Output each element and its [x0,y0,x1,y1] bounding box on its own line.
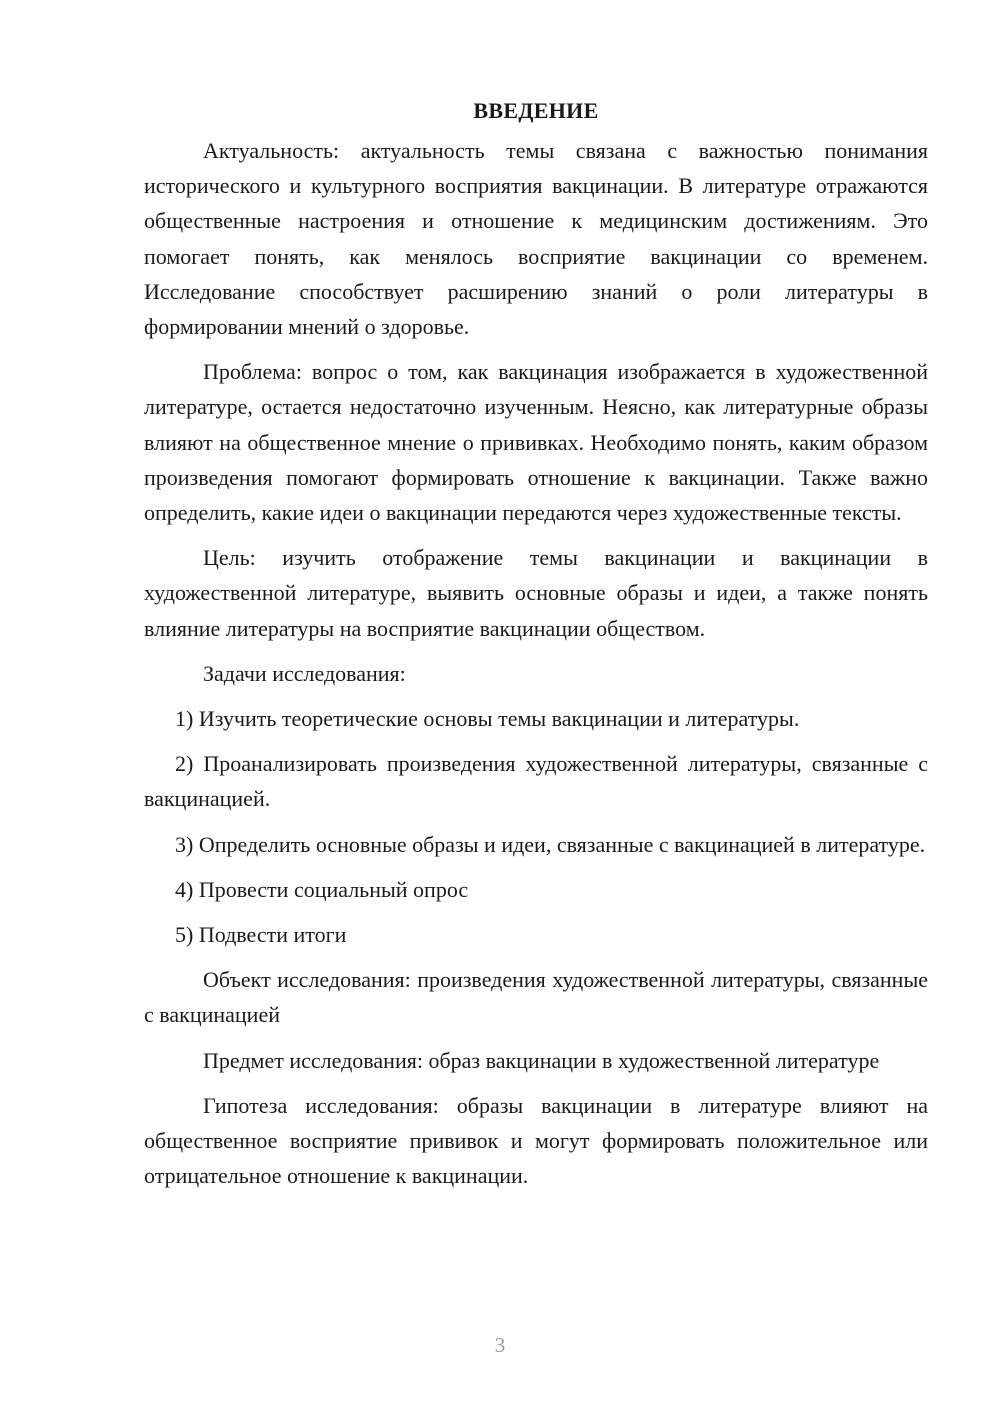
relevance-paragraph: Актуальность: актуальность темы связана с важностью понимания исторического и культурного восприятия вакцинации. В литературе отражаются общественные настроения и отношение к медицинским достижениям. Это помогает понять, как менялось восприятие вакцинации со временем. Исследование способствует расширению знаний о роли литературы в формировании мнений о здоровье. [144,138,928,340]
task-item: 2) Проанализировать произведения художественной литературы, связанные с вакцинацией. [144,751,928,812]
task-item: 1) Изучить теоретические основы темы вакцинации и литературы. [175,706,800,732]
object-paragraph: Объект исследования: произведения художественной литературы, связанные с вакцинацией [144,967,928,1028]
task-item: 5) Подвести итоги [175,922,347,948]
tasks-heading: Задачи исследования: [203,660,406,686]
page-title: ВВЕДЕНИЕ [473,98,599,123]
goal-paragraph: Цель: изучить отображение темы вакцинации и вакцинации в художественной литературе, выявить основные образы и идеи, а также понять влияние литературы на восприятие вакцинации обществом. [144,545,928,641]
task-item: 3) Определить основные образы и идеи, связанные с вакцинацией в литературе. [175,831,926,857]
subject-paragraph: Предмет исследования: образ вакцинации в художественной литературе [203,1047,880,1073]
hypothesis-paragraph: Гипотеза исследования: образы вакцинации в литературе влияют на общественное восприятие прививок и могут формировать положительное или отрицательное отношение к вакцинации. [144,1092,928,1189]
task-item: 4) Провести социальный опрос [175,876,469,902]
problem-paragraph: Проблема: вопрос о том, как вакцинация изображается в художественной литературе, остается недостаточно изученным. Неясно, как литературные образы влияют на общественное мнение о прививках. Необходимо понять, каким образом произведения помогают формировать отношение к вакцинации. Также важно определить, какие идеи о вакцинации передаются через художественные тексты. [144,359,928,526]
document-page [144,93,928,1203]
page-number: 3 [494,1333,506,1357]
